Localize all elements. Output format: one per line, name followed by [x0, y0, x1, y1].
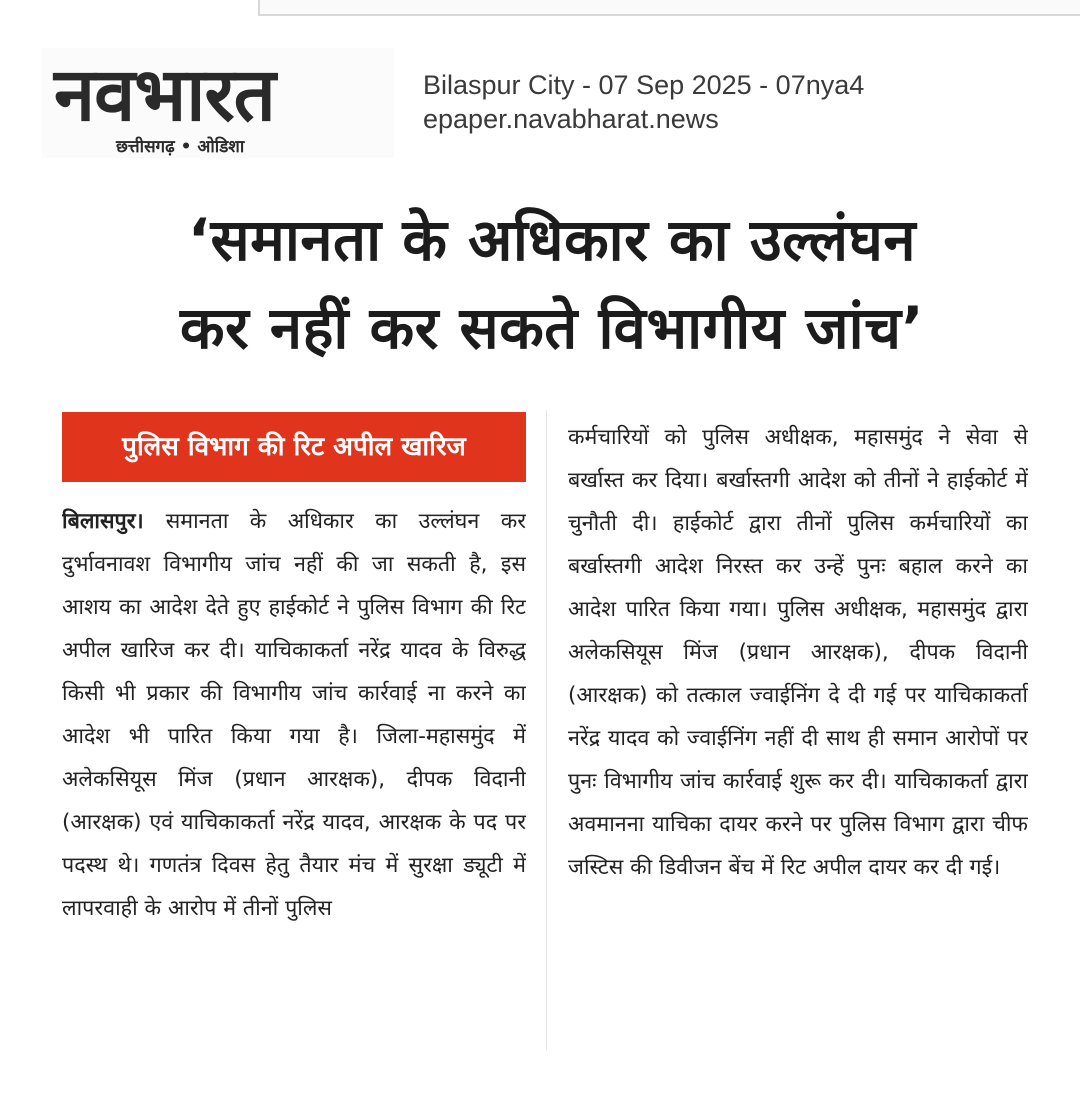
top-tab-strip — [258, 0, 1080, 16]
body-text-left: समानता के अधिकार का उल्लंघन कर दुर्भावनावश विभागीय जांच नहीं की जा सकती है, इस आशय का आदेश देते हुए हाईकोर्ट ने पुलिस विभाग की रिट अपील खारिज कर दी। याचिकाकर्ता नरेंद्र यादव के विरुद्ध किसी भी प्रकार की विभागीय जांच कार्रवाई ना करने का आदेश भी पारित किया गया है। जिला-महासमुंद में अलेकसियूस मिंज (प्रधान आरक्षक), दीपक विदानी (आरक्षक) एवं याचिकाकर्ता नरेंद्र यादव, आरक्षक के पद पर पदस्थ थे। गणतंत्र दिवस हेतु तैयार मंच में सुरक्षा ड्यूटी में लापरवाही के आरोप में तीनों पुलिस — [62, 509, 526, 921]
article-column-left — [62, 500, 526, 1060]
headline-line-1: ‘समानता के अधिकार का उल्लंघन — [187, 206, 917, 274]
column-divider — [546, 410, 547, 1050]
article-headline — [62, 196, 1042, 372]
kicker-banner: पुलिस विभाग की रिट अपील खारिज — [62, 412, 526, 482]
masthead — [42, 48, 394, 158]
dateline: बिलासपुर। — [62, 509, 166, 534]
logo-region: छत्तीसगढ़ • ओडिशा — [116, 137, 245, 157]
top-bar — [0, 0, 1080, 18]
body-text-right: कर्मचारियों को पुलिस अधीक्षक, महासमुंद ने सेवा से बर्खास्त कर दिया। बर्खास्तगी आदेश को तीनों ने हाईकोर्ट में चुनौती दी। हाईकोर्ट द्वारा तीनों पुलिस कर्मचारियों का बर्खास्तगी आदेश निरस्त कर उन्हें पुनः बहाल करने का आदेश पारित किया गया। पुलिस अधीक्षक, महासमुंद द्वारा अलेकसियूस मिंज (प्रधान आरक्षक), दीपक विदानी (आरक्षक) को तत्काल ज्वाईनिंग दे दी गई पर याचिकाकर्ता नरेंद्र यादव को ज्वाईनिंग नहीं दी साथ ही समान आरोपों पर पुनः विभागीय जांच कार्रवाई शुरू कर दी। याचिकाकर्ता द्वारा अवमानना याचिका दायर करने पर पुलिस विभाग द्वारा चीफ जस्टिस की डिवीजन बेंच में रिट अपील दायर कर दी गई। — [568, 425, 1028, 880]
epaper-url: epaper.navabharat.news — [423, 104, 719, 134]
edition-info — [423, 68, 864, 136]
newspaper-logo: नवभारत — [54, 52, 275, 138]
edition-line: Bilaspur City - 07 Sep 2025 - 07nya4 — [423, 70, 865, 100]
headline-line-2: कर नहीं कर सकते विभागीय जांच’ — [179, 294, 925, 362]
article-column-right — [568, 416, 1028, 1056]
